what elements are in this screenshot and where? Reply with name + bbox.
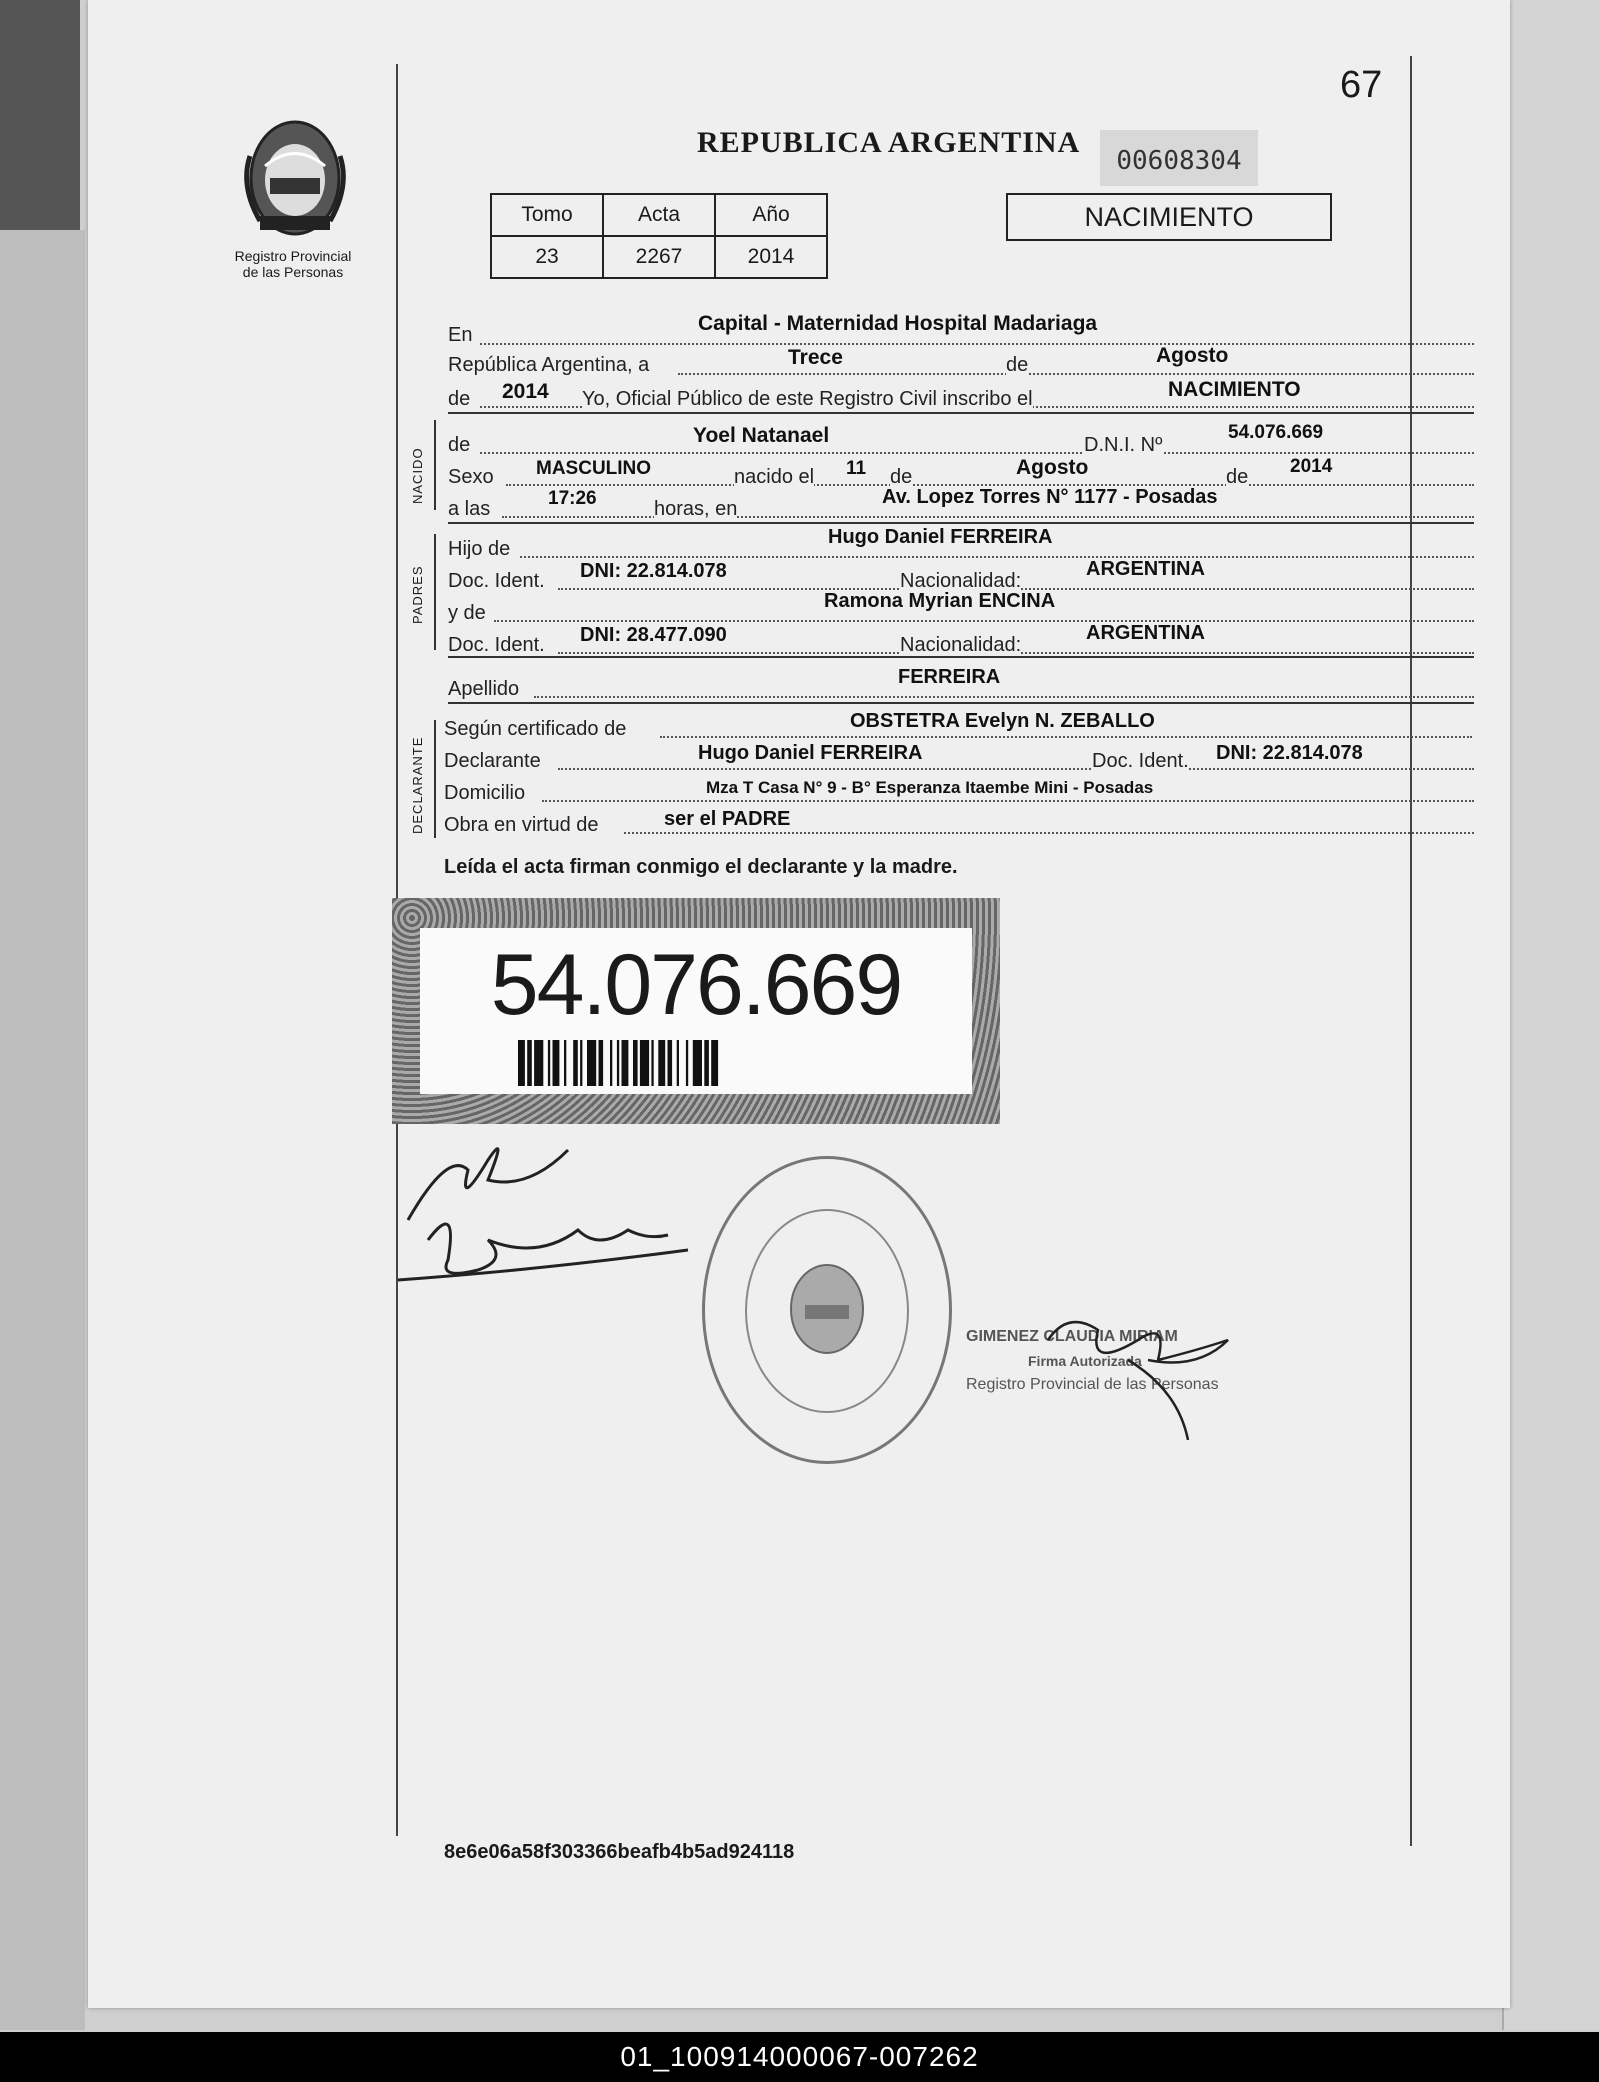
document-page <box>88 0 1510 2008</box>
label-obra: Obra en virtud de <box>444 814 599 836</box>
value-declarante-doc: DNI: 22.814.078 <box>1216 742 1363 764</box>
stamp-line-role: Firma Autorizada <box>1028 1353 1142 1369</box>
seal-crest-icon <box>785 1259 869 1359</box>
document-title: REPUBLICA ARGENTINA <box>697 126 1081 159</box>
serial-number: 00608304 <box>1100 130 1258 186</box>
value-nac-dia: 11 <box>846 458 867 479</box>
declarante-bar <box>434 720 436 838</box>
value-madre-nac: ARGENTINA <box>1086 622 1205 644</box>
crest-icon <box>240 116 350 240</box>
label-y-de: y de <box>448 602 486 624</box>
nacido-bar <box>434 420 436 510</box>
value-padre-nac: ARGENTINA <box>1086 558 1205 580</box>
barcode-bar <box>534 1040 543 1086</box>
barcode-bar <box>693 1040 702 1086</box>
dots-en <box>480 343 1474 345</box>
dots-nombre <box>480 452 1474 454</box>
barcode-bar <box>527 1040 532 1086</box>
value-anio: 2014 <box>502 380 549 403</box>
scan-footer-id: 01_100914000067-007262 <box>0 2032 1599 2082</box>
barcode-bar <box>580 1040 582 1086</box>
barcode-bar <box>640 1040 649 1086</box>
dots-hora <box>502 516 1474 518</box>
value-sexo: MASCULINO <box>536 458 652 479</box>
registry-label-line2: de las Personas <box>242 264 344 280</box>
dots-madre <box>494 620 1474 622</box>
label-de-nac-anio: de <box>1226 466 1249 488</box>
separator-3 <box>448 656 1474 658</box>
document-hash: 8e6e06a58f303366beafb4b5ad924118 <box>444 1841 795 1863</box>
barcode-bar <box>564 1040 566 1086</box>
barcode-bar <box>658 1040 665 1086</box>
barcode-bar <box>599 1040 604 1086</box>
label-doc-padre: Doc. Ident. <box>448 570 545 592</box>
label-de-nac-mes: de <box>890 466 913 488</box>
dots-certificado <box>660 736 1472 738</box>
barcode-bar <box>610 1040 612 1086</box>
scan-edge-right <box>1502 0 1599 2030</box>
record-table-values <box>491 236 827 278</box>
side-label-nacido: NACIDO <box>410 447 425 504</box>
value-tomo: 23 <box>491 236 603 278</box>
signature-official <box>1028 1300 1278 1440</box>
value-certificado: OBSTETRA Evelyn N. ZEBALLO <box>850 710 1155 732</box>
signature-declarante <box>388 1120 708 1290</box>
side-label-padres: PADRES <box>410 565 425 624</box>
value-nombre: Yoel Natanael <box>693 424 830 447</box>
value-nac-anio: 2014 <box>1290 456 1333 477</box>
label-de-mes: de <box>1006 354 1029 376</box>
label-doc-declarante: Doc. Ident. <box>1092 750 1189 772</box>
value-domicilio: Mza T Casa N° 9 - B° Esperanza Itaembe Mini - Posadas <box>706 778 1154 797</box>
barcode-bar <box>668 1040 673 1086</box>
label-declarante: Declarante <box>444 750 541 772</box>
record-table <box>490 193 828 279</box>
separator-1 <box>448 412 1474 414</box>
value-madre: Ramona Myrian ENCINA <box>824 590 1056 612</box>
label-doc-madre: Doc. Ident. <box>448 634 545 656</box>
label-horas-en: horas, en <box>654 498 738 520</box>
barcode-bar <box>587 1040 596 1086</box>
dots-declarante <box>558 768 1474 770</box>
barcode-bar <box>711 1040 718 1086</box>
label-dni: D.N.I. Nº <box>1084 434 1163 456</box>
closing-statement: Leída el acta firman conmigo el declarante y la madre. <box>444 856 958 878</box>
value-padre: Hugo Daniel FERREIRA <box>828 526 1053 548</box>
province-crest <box>240 116 350 240</box>
value-obra: ser el PADRE <box>664 808 791 830</box>
dots-padre <box>520 556 1474 558</box>
label-domicilio: Domicilio <box>444 782 526 804</box>
label-sexo: Sexo <box>448 466 494 488</box>
label-a-las: a las <box>448 498 491 520</box>
scan-shadow-top-left <box>0 0 80 230</box>
value-anio: 2014 <box>715 236 827 278</box>
label-de-nombre: de <box>448 434 471 456</box>
value-madre-doc: DNI: 28.477.090 <box>580 624 727 646</box>
header-anio: Año <box>715 194 827 236</box>
barcode-card <box>420 928 972 1094</box>
side-label-declarante: DECLARANTE <box>410 736 425 834</box>
page-number: 67 <box>1340 64 1383 106</box>
label-de-anio: de <box>448 388 471 410</box>
value-nac-mes: Agosto <box>1016 456 1089 479</box>
barcode-bar <box>617 1040 619 1086</box>
record-type-box: NACIMIENTO <box>1006 193 1332 241</box>
registry-label <box>218 248 368 280</box>
label-nac-madre: Nacionalidad: <box>900 634 1022 656</box>
right-margin-line <box>1410 56 1412 1846</box>
header-tomo: Tomo <box>491 194 603 236</box>
label-nac-padre: Nacionalidad: <box>900 570 1022 592</box>
label-oficial: Yo, Oficial Público de este Registro Civil inscribo el <box>582 388 1033 410</box>
value-mes: Agosto <box>1156 344 1229 367</box>
barcode-bar <box>633 1040 638 1086</box>
label-hijo-de: Hijo de <box>448 538 511 560</box>
barcode-icon <box>518 1040 878 1086</box>
header-acta: Acta <box>603 194 715 236</box>
stamp-line-registry: Registro Provincial de las Personas <box>966 1376 1219 1393</box>
value-acto: NACIMIENTO <box>1168 378 1301 401</box>
value-dni: 54.076.669 <box>1228 422 1324 443</box>
value-apellido: FERREIRA <box>898 666 1001 688</box>
label-apellido: Apellido <box>448 678 520 700</box>
label-republica: República Argentina, a <box>448 354 650 376</box>
label-segun: Según certificado de <box>444 718 627 740</box>
barcode-bar <box>518 1040 525 1086</box>
value-acta: 2267 <box>603 236 715 278</box>
label-en: En <box>448 324 473 346</box>
barcode-bar <box>573 1040 578 1086</box>
value-padre-doc: DNI: 22.814.078 <box>580 560 727 582</box>
barcode-bar <box>677 1040 679 1086</box>
value-lugar: Capital - Maternidad Hospital Madariaga <box>698 312 1098 335</box>
barcode-number: 54.076.669 <box>490 937 902 1033</box>
separator-4 <box>448 702 1474 704</box>
barcode-bar <box>686 1040 688 1086</box>
barcode-sticker <box>392 898 1000 1124</box>
label-nacido-el: nacido el <box>734 466 815 488</box>
dots-republica <box>678 373 1474 375</box>
value-lugar-nac: Av. Lopez Torres N° 1177 - Posadas <box>882 486 1218 508</box>
registry-label-line1: Registro Provincial <box>234 248 352 264</box>
barcode-bar <box>704 1040 709 1086</box>
value-dia: Trece <box>788 346 843 369</box>
official-seal <box>702 1156 952 1464</box>
barcode-bar <box>548 1040 550 1086</box>
separator-2 <box>448 522 1474 524</box>
dots-domicilio <box>542 800 1474 802</box>
dots-obra <box>624 832 1474 834</box>
dots-apellido <box>534 696 1474 698</box>
barcode-bar <box>651 1040 653 1086</box>
barcode-bar <box>553 1040 560 1086</box>
record-table-header <box>491 194 827 236</box>
barcode-bar <box>622 1040 629 1086</box>
scan-edge-left <box>0 230 85 2030</box>
stamp-line-name: GIMENEZ CLAUDIA MIRIAM <box>966 1328 1178 1345</box>
value-hora: 17:26 <box>548 488 597 509</box>
value-declarante: Hugo Daniel FERREIRA <box>698 742 923 764</box>
padres-bar <box>434 534 436 650</box>
